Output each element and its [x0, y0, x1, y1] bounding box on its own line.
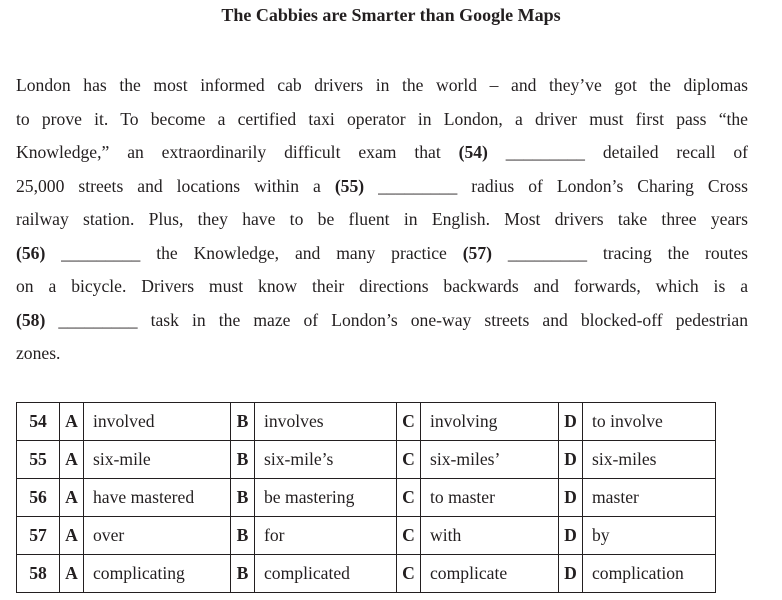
answer-options-table	[16, 402, 716, 593]
question-number: (58)	[16, 309, 46, 330]
option-letter: B	[231, 479, 255, 517]
option-letter: A	[60, 403, 84, 441]
option-text[interactable]: have mastered	[84, 479, 231, 517]
option-text[interactable]: six-miles’	[421, 441, 559, 479]
option-text[interactable]: six-mile	[84, 441, 231, 479]
question-number-cell: 58	[17, 555, 60, 593]
option-letter: C	[397, 403, 421, 441]
passage-text: zones.	[16, 343, 61, 363]
passage-text: London has the most informed cab drivers in the world – and they’ve got the diplomas	[16, 75, 748, 95]
option-letter: B	[231, 403, 255, 441]
passage-line	[16, 103, 748, 137]
option-letter: C	[397, 517, 421, 555]
question-row	[17, 517, 716, 555]
option-letter: D	[559, 441, 583, 479]
document-title: The Cabbies are Smarter than Google Maps	[221, 5, 561, 25]
passage-line	[16, 170, 748, 204]
question-row	[17, 403, 716, 441]
option-letter: D	[559, 517, 583, 555]
passage-text: _________ task in the maze of London’s one-way streets and blocked-off pedestrian	[45, 309, 748, 330]
option-text[interactable]: complication	[583, 555, 716, 593]
option-letter: B	[231, 517, 255, 555]
option-text[interactable]: master	[583, 479, 716, 517]
option-letter: A	[60, 517, 84, 555]
question-number-cell: 54	[17, 403, 60, 441]
question-number-cell: 57	[17, 517, 60, 555]
passage-text: Knowledge,” an extraordinarily difficult exam that	[16, 142, 459, 162]
option-text[interactable]: six-miles	[583, 441, 716, 479]
question-row	[17, 441, 716, 479]
passage-line	[16, 337, 748, 371]
question-row	[17, 479, 716, 517]
option-text[interactable]: complicating	[84, 555, 231, 593]
option-letter: D	[559, 479, 583, 517]
passage-text: to prove it. To become a certified taxi operator in London, a driver must first pass “the	[16, 108, 748, 129]
question-number: (55)	[334, 175, 365, 196]
option-text[interactable]: for	[255, 517, 397, 555]
question-number: (54)	[458, 142, 488, 162]
option-text[interactable]: involved	[84, 403, 231, 441]
option-letter: C	[397, 555, 421, 593]
passage-text: 25,000 streets and locations within a	[16, 175, 335, 196]
option-letter: A	[60, 441, 84, 479]
option-letter: D	[559, 555, 583, 593]
option-text[interactable]: involving	[421, 403, 559, 441]
option-letter: A	[60, 479, 84, 517]
option-text[interactable]: complicated	[255, 555, 397, 593]
option-letter: C	[397, 441, 421, 479]
passage-line	[16, 136, 748, 170]
passage-text: _________ the Knowledge, and many practice	[45, 242, 463, 263]
question-number-cell: 55	[17, 441, 60, 479]
question-number-cell: 56	[17, 479, 60, 517]
reading-passage	[16, 69, 748, 371]
option-letter: B	[231, 441, 255, 479]
option-text[interactable]: be mastering	[255, 479, 397, 517]
option-letter: C	[397, 479, 421, 517]
option-text[interactable]: by	[583, 517, 716, 555]
option-letter: A	[60, 555, 84, 593]
passage-line	[16, 270, 748, 304]
passage-text: _________ radius of London’s Charing Cross	[364, 175, 748, 196]
question-number: (56)	[16, 242, 46, 263]
option-text[interactable]: to involve	[583, 403, 716, 441]
option-letter: B	[231, 555, 255, 593]
passage-text: _________ tracing the routes	[492, 242, 748, 263]
option-text[interactable]: involves	[255, 403, 397, 441]
option-text[interactable]: six-mile’s	[255, 441, 397, 479]
question-row	[17, 555, 716, 593]
passage-line	[16, 237, 748, 271]
option-text[interactable]: to master	[421, 479, 559, 517]
passage-text: _________ detailed recall of	[487, 142, 749, 162]
option-text[interactable]: over	[84, 517, 231, 555]
passage-line	[16, 69, 748, 103]
passage-line	[16, 304, 748, 338]
passage-line	[16, 203, 748, 237]
passage-text: on a bicycle. Drivers must know their directions backwards and forwards, which is a	[16, 276, 748, 296]
question-number: (57)	[462, 242, 493, 263]
option-text[interactable]: complicate	[421, 555, 559, 593]
option-text[interactable]: with	[421, 517, 559, 555]
passage-text: railway station. Plus, they have to be fluent in English. Most drivers take three years	[16, 209, 748, 229]
option-letter: D	[559, 403, 583, 441]
